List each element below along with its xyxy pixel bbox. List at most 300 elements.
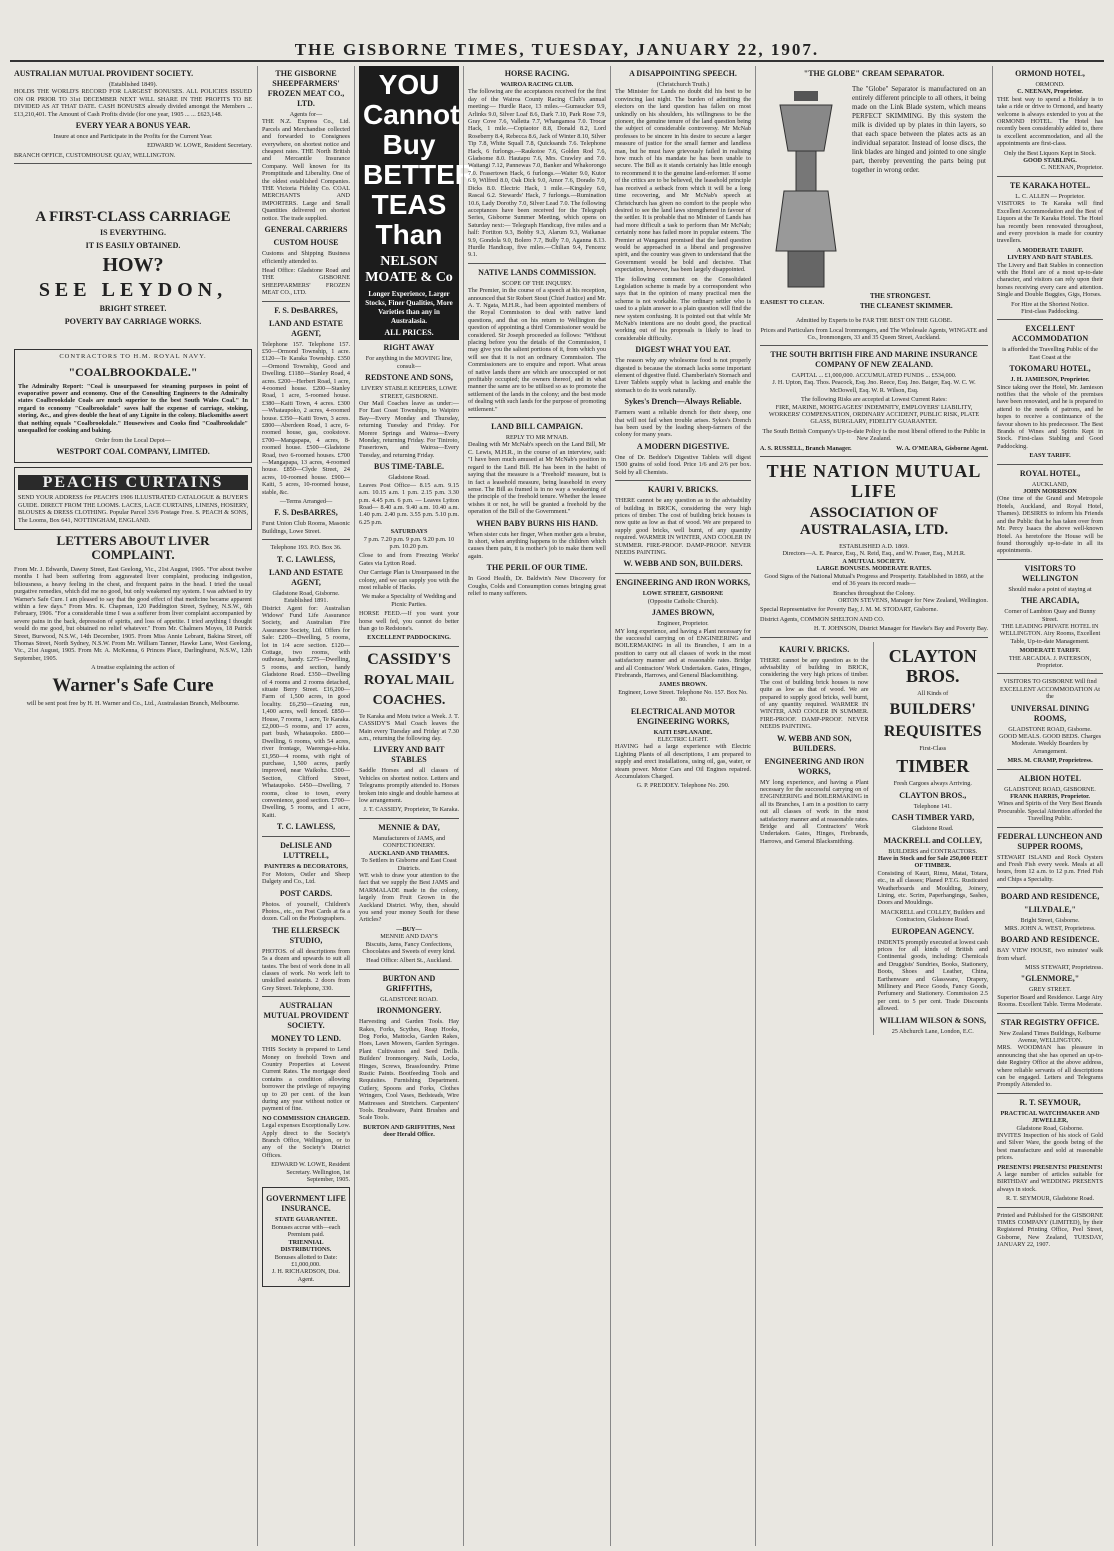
divider xyxy=(997,673,1103,674)
masthead-rule xyxy=(10,60,1104,62)
horse-racing-title: HORSE RACING. xyxy=(504,69,570,78)
royal-sub: AUCKLAND, xyxy=(1031,480,1069,488)
sykes-title: Sykes's Drench—Always Reliable. xyxy=(624,397,742,407)
gli-state: STATE GUARANTEE. xyxy=(274,1216,337,1224)
burton-iron: IRONMONGERY. xyxy=(376,1006,442,1016)
column-separator xyxy=(755,66,756,1546)
ormond-stabling: GOOD STABLING. xyxy=(1023,157,1077,165)
gli-bonuses: Bonuses allotted to Date: £1,000,000. xyxy=(274,1253,338,1268)
column-separator xyxy=(463,66,464,1546)
column-4 xyxy=(468,66,606,1546)
native-body: The Premier, in the course of a speech at his reception, announced that Sir Robert Stout (Chief Justice) and Mr. A. T. Ngata, M.H.R., had been appointed members of the Royal Commission to deal with native land questions, and that on his return to Wellington the question of appointing a third Commissioner would be considered. Sir Joseph proceeded as follows: "Without placing before you the details of the Commission, I may give you the salient portions of it, from which you will see that it is not an ordinary Commission. The Commissioners are to enquire and report. What areas of native lands there are which are unoccupied or not profitably occupied; the owners thereof, and in what manner the same are to be utilised so as to promote the settlement of the lands in the colony; and the best mode of dealing with such lands for the purpose of promoting settlement." xyxy=(468,287,606,413)
globe-title: "THE GLOBE" CREAM SEPARATOR. xyxy=(803,69,945,78)
desbarres-title: LAND AND ESTATE AGENT, xyxy=(269,318,343,338)
digest-title: DIGEST WHAT YOU EAT. xyxy=(635,345,731,355)
digest-body: The reason why any wholesome food is not properly digested is because the stomach lacks some important element of digestive fluid. Chamberlain's Stomach and Liver Tablets supply what is lacking and enable the stomach to do its work naturally. xyxy=(615,357,751,394)
electrical-light: ELECTRIC LIGHT. xyxy=(657,736,709,744)
te-karaka-livery: LIVERY AND BAIT STABLES. xyxy=(1007,254,1093,262)
lilydale-title: "LILYDALE," xyxy=(1024,905,1076,915)
webb-sign: W. WEBB AND SON, BUILDERS. xyxy=(777,733,852,753)
column-1 xyxy=(14,66,252,1546)
peaches-body: SEND YOUR ADDRESS for PEACH'S 1906 ILLUSTRATED CATALOGUE & BUYER'S GUIDE. DIRECT FROM THE LOOMS. LACES, LACE CURTAINS, LINENS, HOSIERY, BLOUSES & DRESS CLOTHING. Popular Parcel 33/6 Postage Free. S. PEACH & SONS, The Looms, Box 641, NOTTINGHAM, ENGLAND. xyxy=(18,494,248,524)
arcadia-addr: Corner of Lambton Quay and Bunny Street. xyxy=(1004,608,1096,623)
ellerseck-body: PHOTOS. of all descriptions from 5s a dozen and upwards to suit all tastes. The best of work done in all classes of work. No work left to unskilled assistants. 2 doors from Grey Street. Telephone, 330. xyxy=(262,947,350,992)
tokomaru-prop: J. H. JAMIESON, Proprietor. xyxy=(1010,376,1090,384)
bus-title: BUS TIME-TABLE. xyxy=(374,462,444,472)
mackrell-sign: MACKRELL and COLLEY, Builders and Contractors, Gladstone Road. xyxy=(880,908,985,924)
clayton-tel: Telephone 141. xyxy=(913,802,952,810)
mennie-title: MENNIE & DAY, xyxy=(378,822,440,832)
nation-established: ESTABLISHED A.D. 1869. xyxy=(839,543,909,551)
amp-every-year: EVERY YEAR A BONUS YEAR. xyxy=(75,121,191,131)
disappointing-title: A DISAPPOINTING SPEECH. xyxy=(629,69,737,78)
nation-title-1: THE NATION MUTUAL LIFE xyxy=(766,461,982,502)
column-separator xyxy=(257,66,258,1546)
peaches-title: PEACHS CURTAINS xyxy=(18,475,248,490)
column-7 xyxy=(997,66,1103,1546)
nation-bonuses: LARGE BONUSES. MODERATE RATES. xyxy=(816,565,932,573)
engineering-tel: Engineer, Lowe Street. Telephone No. 157. Box No. 80. xyxy=(618,688,748,704)
teas-cannot: Cannot xyxy=(363,99,460,130)
engineering-sub: LOWE STREET, GISBORNE xyxy=(642,590,724,598)
bus-note: Close to and from Freezing Works' Gates via Lytton Road. xyxy=(359,552,459,567)
divider xyxy=(997,464,1103,465)
land-bill-title: LAND BILL CAMPAIGN. xyxy=(491,422,583,432)
ormond-liquors: Only the Best Liquors Kept in Stock. xyxy=(1004,149,1096,157)
tokomaru-intro: is afforded the Travelling Public of the East Coast at the xyxy=(1002,346,1098,361)
bus-wedding: We make a Speciality of Wedding and Picnic Parties. xyxy=(361,593,457,608)
liver-body: From Mr. J. Edwards, Dawny Street, East Geelong, Vic., 21st August, 1905. "For about twelve months I had been suffering from aggravated liver complaint, producing indigestion, biliousness, a heavy feeling in the chest, and frequent pains in the head. I tried the usual purgative remedies, which did me no good, but only weakened my system. I was advised to try Warner's Safe Cure. I am pleased to say that the good effect of that medicine became apparent within a few days." From Mrs. K. Chapman, 120 Paddington Street, Sydney, N.S.W., 6th February, 1906. "For a considerable time I was a sufferer from liver complaint accompanied by severe pains in the back, depression of spirits, and loss of appetite. I tried anything I thought would do me good, but obtained no relief whatever." From Mr. Chalmers Moyes, 18 Patrick Street, Burwood, N.S.W., 14th December, 1905. From Miss Annie Lebrant, Bakina Street, off Thomas Street, North Sydney, N.S.W. From Mr. William Tanner, Hawke Lane, West Geelong, Vic., 21st August, 1905. From Mr. A. McKenna, 6 Princes Place, Darlinghurst, N.S.W., 12th September, 1905. xyxy=(14,565,252,662)
amp2-money: MONEY TO LEND. xyxy=(271,1034,341,1044)
glenmore-body: Superior Board and Residence. Large Airy Rooms. Excellent Table. Terms Moderate. xyxy=(997,993,1103,1009)
bus-sub: Gladstone Road. xyxy=(388,474,430,482)
divider xyxy=(997,769,1103,770)
federal-body: STEWART ISLAND and Rock Oysters and Fresh Fish every week. Meals at all hours, from 12 a.m. to 12 p.m. Fried Fish and Chips a Speciality. xyxy=(997,853,1103,883)
coal-company: WESTPORT COAL COMPANY, LIMITED. xyxy=(56,446,210,456)
ellerseck-title: THE ELLERSECK STUDIO, xyxy=(272,925,340,945)
column-separator xyxy=(610,66,611,1546)
liver-title: LETTERS ABOUT LIVER COMPLAINT. xyxy=(56,532,210,562)
nation-johnson: H. T. JOHNSON, District Manager for Hawke's Bay and Poverty Bay. xyxy=(813,625,988,633)
carriage-easily: IT IS EASILY OBTAINED. xyxy=(85,241,181,251)
electrical-title: ELECTRICAL AND MOTOR ENGINEERING WORKS, xyxy=(630,706,736,726)
bay-view-sign: MISS STEWART, Proprietress. xyxy=(1025,963,1103,971)
gsm-title: THE GISBORNE SHEEPFARMERS' FROZEN MEAT CO., LTD. xyxy=(267,69,345,108)
divider xyxy=(262,996,350,997)
cassidy-1: CASSIDY'S xyxy=(367,650,451,668)
star-body: New Zealand Times Buildings, Kelburne Avenue, WELLINGTON. xyxy=(999,1029,1101,1044)
mennie-buy2: MENNIE AND DAY'S xyxy=(380,933,438,941)
south-british-risks: The following Risks are accepted at Lowest Current Rates: xyxy=(800,396,948,404)
nation-special: Special Representative for Poverty Bay, J. M. M. STODART, Gisborne. xyxy=(760,606,938,614)
teas-prices: ALL PRICES. xyxy=(384,328,434,337)
nation-directors: Directors—A. E. Pearce, Esq., N. Reid, Esq., and W. Fraser, Esq., M.H.R. xyxy=(782,550,966,558)
wairoa-title: WAIROA RACING CLUB. xyxy=(500,81,574,88)
kauri-sign: W. WEBB AND SON, BUILDERS. xyxy=(623,559,743,569)
seymour-sub: PRACTICAL WATCHMAKER AND JEWELLER, xyxy=(1000,1109,1100,1125)
right-away-title: RIGHT AWAY xyxy=(383,343,435,353)
printed-by: Printed and Published for the GISBORNE TIMES COMPANY (LIMITED), by their Registered Printing Office, Peel Street, Gisborne, New Zealand, TUESDAY, JANUARY 22, 1907. xyxy=(997,1211,1103,1249)
coal-order: Order from the Local Depot— xyxy=(95,436,171,444)
amp2-apply: Legal expenses Exceptionally Low. Apply direct to the Society's Branch Office, Wellington, or to any of the Society's District Offices. xyxy=(262,1122,350,1159)
kauri-bricks-heading: KAURI V. BRICKS. xyxy=(779,644,850,654)
carriage-how: HOW? xyxy=(102,254,164,277)
gli-triennial: TRIENNIAL DISTRIBUTIONS. xyxy=(280,1238,332,1254)
divider xyxy=(359,818,459,819)
visitors-body: Should make a point of staying at xyxy=(1008,585,1092,593)
european-title: EUROPEAN AGENCY. xyxy=(891,926,974,936)
lawless-addr: Gladstone Road, Gisborne. xyxy=(272,589,340,597)
amp-branch: BRANCH OFFICE, CUSTOMHOUSE QUAY, WELLINGTON. xyxy=(14,151,176,159)
board2-title: BOARD AND RESIDENCE. xyxy=(1000,935,1100,945)
masthead xyxy=(0,0,1114,60)
tokomaru-title: TOKOMARU HOTEL, xyxy=(1009,364,1091,374)
land-bill-body: Dealing with Mr McNab's speech on the Land Bill, Mr C. Lewis, M.H.R., in the course of an interview, said: "I have been much amused at Mr McNab's position in regard to the Land Bill. He has been in the habit of saying that the measure is a 'Freehold' measure, but is in fact a leasehold measure, being leasehold in every sense. The Bill as framed is in no way a weakening of the principle of the freehold tenure. Whether the lessee wishes it or not, he will be granted a freehold by the operation of the Bill of the Government." xyxy=(468,441,606,516)
seymour-title: R. T. SEYMOUR, xyxy=(1019,1097,1081,1107)
clayton-timber: TIMBER xyxy=(896,756,970,777)
burton-body: Harvesting and Garden Tools. Hay Rakes, Forks, Scythes, Reap Hooks, Dog Forks, Mattocks, Garden Rakes, Hoes, Lawn Mowers, Garden Syringes. Plant Cultivators and Seed Drills. Builders' Ironmongery. Nails, Locks, Hinges, Screws, Brassfoundry. Prime Rustic Paints. Bootfeeding Tools and Requisites. Furnishing Department. Cutlery, Spoons and Forks, Clothes Wringers, Cool Vases, Bedsteads, Wire Mattresses and Stretchers. Carpenters' Tools. Brushware, Paint Brushes and Scale Tools. xyxy=(359,1018,459,1122)
seymour-body: INVITES Inspection of his stock of Gold and Silver Ware, the goods being of the best manufacture and sold at reasonable prices. xyxy=(997,1132,1103,1162)
clayton-fresh: Fresh Cargoes always Arriving. xyxy=(893,780,972,788)
horse-feed: HORSE FEED.—If you want your horse well fed, you cannot do better than go to Redstone's. xyxy=(359,610,459,632)
col6-eng-title: ENGINEERING AND IRON WORKS, xyxy=(764,756,865,776)
nation-mutual: A MUTUAL SOCIETY. xyxy=(842,557,906,565)
amp-agent: EDWARD W. LOWE, Resident Secretary. xyxy=(147,142,252,150)
amp2-body: THIS Society is prepared to Lend Money on freehold Town and Country Properties at Lowest Current Rates. The mortgage deed contains a condition allowing borrower the privilege of repaying up to 20 per cent. of the loan during any year without notice or payment of fine. xyxy=(262,1046,350,1113)
seymour-body2: A large number of articles suitable for BIRTHDAY and WEDDING PRESENTS always in stock. xyxy=(997,1171,1103,1193)
burton-title: BURTON AND GRIFFITHS, xyxy=(382,973,436,993)
desbarres-body: Telephone 157. Telephone 157. £50—Ormond Township, 1 acre. £120—Te Karaka Township. £350—Ormond Township, Good and Dwelling. £1180—Stanley Road, 4 acres. £200—Herbert Road, 1 acre, 4-roomed house. £200—Stanley Road, 1 acre, 5-roomed house. £380—Kaiti Town, 4 acres. £300—Whataupoko, 2 acres, 4-roomed house. £350—Kaiti Town, 3 acres. £800—Aberdeen Road, 1 acre, 6-roomed house, gas, cookstove. £700—Mangapapa, 4 acres, 8-roomed house. £500—Gladstone Road, two 6-roomed houses. £700—Mangapapa, 13 acres, 4-roomed house. £850—Clyde Street, 24 acres, 10-roomed house. £900—Kaiti, 5 acres, 10-roomed house, stable, &c. xyxy=(262,340,350,496)
native-sub: SCOPE OF THE INQUIRY. xyxy=(501,279,573,287)
coal-advert xyxy=(14,349,252,463)
gli-title: GOVERNMENT LIFE INSURANCE. xyxy=(266,1194,346,1214)
engineering-role: Engineer, Proprietor. xyxy=(657,620,709,628)
gsm-carriers: GENERAL CARRIERS xyxy=(264,225,348,235)
arcadia-tariff: MODERATE TARIFF. xyxy=(1019,647,1081,655)
coal-name: "COALBROOKDALE." xyxy=(68,364,198,379)
gsm-office: Head Office: Gladstone Road and THE GISBORNE SHEEPFARMERS' FROZEN MEAT CO., LTD. xyxy=(262,266,350,297)
visitors-wellington: VISITORS TO WELLINGTON xyxy=(1021,563,1079,583)
universal-sign: MRS. M. CRAMP, Proprietress. xyxy=(1007,757,1093,765)
burton-sign: BURTON AND GRIFFITHS, Next door Herald Office. xyxy=(363,1123,455,1139)
clayton-requisites: REQUISITES xyxy=(883,722,982,740)
royal-title: ROYAL HOTEL, xyxy=(1019,468,1081,478)
desbarres-addr: Furst Union Club Rooms, Masonic Buildings, Lowe Street. xyxy=(262,520,350,535)
south-british-sign-2: W. A. O'MEARA, Gisborne Agent. xyxy=(896,444,988,452)
peril-title: THE PERIL OF OUR TIME. xyxy=(486,563,588,573)
right-away-body: For anything in the MOVING line, consult— xyxy=(365,355,453,370)
gsm-body: THE N.Z. Express Co., Ltd. Parcels and Merchandise collected and forwarded to Consignees everywhere, on shortest notice and cheapest rates. THE North British and Mercantile Insurance Company. Well known for its Promptitude and Liberality. One of the oldest established Companies. THE Victoria Fidelity Co. COAL MERCHANTS AND IMPORTERS. Large and Small Quantities delivered on shortest notice. The trade supplied. xyxy=(262,118,350,222)
warner-footer: will be sent post free by H. H. Warner and Co., Ltd., Australasian Branch, Melbourne. xyxy=(26,699,240,707)
amp-insure: Insure at once and Participate in the Profits for the Current Year. xyxy=(53,133,213,141)
cassidy-sign: J. T. CASSIDY, Proprietor, Te Karaka. xyxy=(363,806,459,814)
electrical-sign: G. P. PREDDEY. Telephone No. 290. xyxy=(636,782,730,790)
engineering-name: JAMES BROWN, xyxy=(651,608,715,618)
carriage-leydon: SEE LEYDON, xyxy=(38,279,228,302)
gsm-agents: Agents for— xyxy=(289,111,323,118)
amp2-commission: NO COMMISSION CHARGED. xyxy=(262,1114,350,1122)
globe-prices: Prices and Particulars from Local Ironmongers, and The Wholesale Agents, WINGATE and Co., Ironmongers, 33 and 35 Queen Street, Auckland. xyxy=(760,327,988,342)
south-british-directors: J. H. Upton, Esq. Thos. Peacock, Esq. Jno. Reece, Esq. Jno. Batger, Esq. W. C. W. McDowell, Esq. W. R. Wilson, Esq. xyxy=(772,379,976,394)
ormond-body: THE best way to spend a Holiday is to take a ride or drive to Ormond, and hearty welcome is always extended to you at the ORMOND HOTEL. The Hotel has recently been considerably added to, there is excellent accommodation, and all the appointments are first-class. xyxy=(997,95,1103,148)
lawless-est: Established 1891. xyxy=(284,597,328,605)
divider xyxy=(359,646,459,647)
baby-title: WHEN BABY BURNS HIS HAND. xyxy=(476,518,598,528)
mackrell-title: MACKRELL and COLLEY, xyxy=(883,835,983,845)
european-sign: WILLIAM WILSON & SONS, xyxy=(879,1015,987,1025)
south-british-note: The South British Company's Up-to-date Policy is the most liberal offered to the Public in New Zealand. xyxy=(762,427,986,443)
amp2-title: AUSTRALIAN MUTUAL PROVIDENT SOCIETY. xyxy=(263,1001,349,1031)
divider xyxy=(468,263,606,264)
mennie-body: WE wish to draw your attention to the fact that we supply the Best JAMS and MARMALADE made in the colony, largely from Fruit Grown in the Auckland District. Why, then, should you send your money South for these Articles? xyxy=(359,871,459,924)
divider xyxy=(262,301,350,302)
divider xyxy=(760,345,988,346)
divider xyxy=(760,456,988,457)
gsm-customs: CUSTOM HOUSE xyxy=(273,238,339,248)
horse-racing-body: The following are the acceptances received for the first day of the Wairoa County Racing Club's annual meeting:— Hurdle Race, 13 miles.—Gumsucker 9.9, Arlinks 9.0, Silver Loaf 8.6, Dark 7.10, Park Rose 7.9, Gray Cove 7.6, Valletta 7.7, Whangamoa 7.0. Trocar Hack, 1 mile.—Copiaotor 8.8, Donald 8.2, Lord Roseberry 8.4, Rebecca 8.6, Jack of Winter 8.10, Silver Tip 7.8, White Squall 7.8, Quicksands 7.6. Telephone Hack, 6 furlongs.—Raukotoe 7.6, Golden Rod 7.6, Gladsome 8.0. Hautapu 7.6, Mrs. Crawley and 7.0. Waitangi 7.12, Pannewas 7.0, Banker and Whakorongo 7.0. Frasertown Hack, 6 furlongs.—Waiter 9.0, Kutor 6.9, Wilfred 8.0, Oak Dick 9.0, Amor 7.6, Dorado 7.0, Dicks 8.0. Electric Hack, 1 mile.—Kingsley 6.0, Rascal 6.2. Stewards' Hack, 7 furlongs.—Rumination 10.6, Lady Dorothy 7.0, Silver Lead 7.0. The following acceptances have been received for the Telegraph Series, Gisborne Summer Meeting, which opens on Saturday next:— Telegraph Handicap, five miles and a half: Fortiton 9.3, Bobby 9.3, Alarum 9.3, Waikanae 9.9, Gondola 9.0, Bolero 7.7, Bully 7.0, Aganna 8.13. Hurdle Handicap, five miles.—Chilian 9.4, Fencenz 9.1. xyxy=(468,88,606,259)
desbarres-terms: —Terms Arranged— xyxy=(279,498,333,506)
redstone-sub: LIVERY STABLE KEEPERS, LOWE STREET, GISBORNE. xyxy=(361,385,457,400)
albion-addr: GLADSTONE ROAD, GISBORNE. xyxy=(1004,785,1096,793)
glenmore-addr: GREY STREET. xyxy=(1029,986,1071,994)
ormond-prop: C. NEENAN, Proprietor. xyxy=(1017,88,1083,96)
te-karaka-prop: L. C. ALLEN — Proprietor. xyxy=(1015,192,1085,200)
south-british-title: THE SOUTH BRITISH FIRE AND MARINE INSURANCE COMPANY OF NEW ZEALAND. xyxy=(770,350,978,369)
divider xyxy=(997,1207,1103,1208)
te-karaka-paddock: First-class Paddocking. xyxy=(1021,307,1079,315)
teas-brand: NELSON MOATE & Co xyxy=(365,254,453,285)
arcadia-sign: THE ARCADIA. J. PATERSON, Proprietor. xyxy=(1008,654,1092,669)
clayton-first: First-Class xyxy=(919,744,947,752)
teas-buy: Buy xyxy=(382,129,436,160)
amp-established: (Established 1849). xyxy=(108,81,158,88)
teas-advert xyxy=(359,66,475,340)
clayton-sign: CLAYTON BROS., xyxy=(899,790,967,800)
warner-brand: Warner's Safe Cure xyxy=(52,674,214,696)
albion-prop: FRANK HARRIS, Proprietor. xyxy=(1010,793,1090,801)
column-separator xyxy=(992,66,993,1546)
kauri-title: KAURI V. BRICKS. xyxy=(648,485,718,495)
south-british-capital: CAPITAL ... £1,000,000. ACCUMULATED FUNDS ... £534,000. xyxy=(791,372,957,379)
tokomaru-tariff: EASY TARIFF. xyxy=(1029,452,1071,460)
divider xyxy=(760,637,988,638)
column-3 xyxy=(359,66,475,1546)
arcadia-body: THE LEADING PRIVATE HOTEL IN WELLINGTON. Airy Rooms, Excellent Table, Up-to-date Management. xyxy=(999,622,1101,645)
coal-body: The Admiralty Report: "Coal is unsurpassed for steaming purposes in point of evaporative power and economy. One of the Consulting Engineers to the Admiralty states Coalbrookdale Coals are much superior to the best South Wales Coal." In regard to economy "Coalbrookdale" saves half the expense of carriage, stoking, storing, &c., and gives double the heat of any Lignite in the colony. Blacksmiths assert that nothing equals "Coalbrookdale." Housewives and Cooks find "Coalbrookdale" unequalled for cooking and baking. xyxy=(18,382,248,435)
carriage-works: POVERTY BAY CARRIAGE WORKS. xyxy=(64,317,202,327)
teas-better: BETTER xyxy=(363,159,475,190)
bay-view: BAY VIEW HOUSE, two minutes' walk from wharf. xyxy=(997,947,1103,962)
horse-feed-paddock: EXCELLENT PADDOCKING. xyxy=(367,634,451,642)
amp-body: HOLDS THE WORLD'S RECORD FOR LARGEST BONUSES. ALL POLICIES ISSUED ON OR PRIOR TO 31st DECEMBER NEXT WILL SHARE IN THE PROFITS TO BE DIVIDED AS AT THAT DATE. CASH BONUSES already divided amongst the Members ... £13,210,401. The Amount of Cash Profits divide (for one year, 1905 ... ... £623,148. xyxy=(14,88,252,118)
tokomaru-excellent: EXCELLENT ACCOMMODATION xyxy=(1011,324,1089,344)
col6-kauri-body: THERE cannot be any question as to the advisability of building in BRICK, considering the very high prices of timber. The cost of building brick houses is now quite as low as that of wood. We are prepared to supply good bricks, well burnt, of any quantity required. WARMER IN WINTER, AND COOLER IN SUMMER. FIRE-PROOF. DAMP-PROOF. NEVER NEEDS PAINTING. xyxy=(760,656,869,731)
divider xyxy=(14,163,252,164)
modern-digestive-title: A MODERN DIGESTIVE. xyxy=(636,441,730,451)
cassidy-body: Te Karaka and Motu twice a Week. J. T. CASSIDY'S Mail Coach leaves the Main every Tuesday and Friday at 7.30 a.m., returning the following day. xyxy=(359,712,459,743)
ormond-sign: C. NEENAN, Proprietor. xyxy=(1040,164,1103,172)
redstone-title: REDSTONE AND SONS, xyxy=(365,373,453,383)
engineering-title: ENGINEERING AND IRON WORKS, xyxy=(615,578,751,588)
divider xyxy=(997,827,1103,828)
glenmore-title: "GLENMORE," xyxy=(1020,974,1080,984)
redstone-body: Our Mail Coaches leave as under:— For East Coast Townships, to Waipiro Bay—Every Monday and Thursday, returning Tuesday and Friday. For Morere Springs and Wairoa—Every Monday, returning Friday. For Tiniroto, Frasertown, and Wairoa—Every Tuesday, and returning Friday. xyxy=(359,400,459,459)
te-karaka-tariff: A MODERATE TARIFF. xyxy=(1016,246,1084,254)
seymour-sign: R. T. SEYMOUR, Gladstone Road. xyxy=(1005,1195,1095,1203)
kauri-body: THERE cannot be any question as to the advisability of building in BRICK, considering the very high prices of timber. The cost of building brick houses is now quite as low as that of wood. We are prepared to supply good bricks, well burnt, of any quantity required. WARMER IN WINTER, AND COOLER IN SUMMER. FIRE-PROOF. DAMP-PROOF. NEVER NEEDS PAINTING. xyxy=(615,497,751,556)
divider xyxy=(359,969,459,970)
globe-admit: Admitted by Experts to be FAR THE BEST ON THE GLOBE. xyxy=(795,317,953,324)
ormond-title: ORMOND HOTEL, xyxy=(1015,69,1085,78)
mennie-to: To Settlers in Gisborne and East Coast Districts. xyxy=(361,857,457,872)
universal-title: UNIVERSAL DINING ROOMS, xyxy=(1010,703,1090,723)
divider xyxy=(997,1013,1103,1014)
mennie-buy: —BUY— xyxy=(396,925,422,933)
nation-sign: ORTON STEVENS, Manager for New Zealand, Wellington. xyxy=(838,596,988,604)
engineering-sign: JAMES BROWN. xyxy=(658,681,708,689)
european-addr: 25 Abchurch Lane, London, E.C. xyxy=(891,1027,974,1035)
baby-body: When sister cuts her finger, When mother gets a bruise, In short, when anything happens to the children which causes them pain, it is mother's job to make them well again. xyxy=(468,530,606,560)
column-separator xyxy=(354,66,355,1546)
column-5 xyxy=(615,66,751,1546)
tokomaru-body: Since taking over the Hotel, Mr. Jamieson notifies that the whole of the premises have been renovated, and he is prepared to attend to the needs of patrons, and he hopes to receive a continuance of the favour shown to his predecessor. The Best Brands of Wines and Spirits Kept in Stock. First-class Stabling and Good Paddocking. xyxy=(997,383,1103,450)
burton-sub: GLADSTONE ROAD. xyxy=(380,995,438,1003)
delisle-body: For Motors, Ostler and Sheep Dalgety and Co., Ltd. xyxy=(262,870,350,886)
postcards-title: POST CARDS. xyxy=(279,888,333,898)
divider xyxy=(997,176,1103,177)
te-karaka-title: TE KARAKA HOTEL. xyxy=(1009,180,1091,190)
clayton-title: CLAYTON BROS. xyxy=(888,645,977,686)
teas-body: Longer Experience, Larger Stocks, Finer Qualities, More Varieties than any in Australasia. xyxy=(365,290,453,325)
engineering-addr: (Opposite Catholic Church). xyxy=(647,597,719,605)
delisle-title: DeLISLE AND LUTTRELL, xyxy=(280,841,332,861)
lawless-body: District Agent for: Australian Widows' Fund Life Assurance Society, and Australian Fire Assurance Society, Ltd. Offers for Sale: £200—Dwelling, 5 rooms, lot in 1/4 acre section. £120—Cottage, two rooms, with outhouse, handy. £275—Dwelling, 5 rooms, and section, handy Gladstone Road. £350—Dwelling of 4 rooms and 2 rooms detached, situate Berry Street. £16,200—Farm of 1,500 acres, in good locality. £6,250—Grazing run, 1,400 acres, well fenced. £850—House, 7 rooms, 1 acre, Te Karaka. £2,000—5 rooms, and 17 acres, part bush, Whataupoko. £800—Dwelling, 6 rooms, with 54 acres, river frontage, Waerenga-a-hika. £1,950—4 rooms, with right of purchase, 1,500 acres, partly improved, near Waikohu. £300—Section, Clifford Street, Whataupoko. £450—Dwelling, 7 rooms, close to town, every convenience, good section. £700—Dwelling, 5 rooms, and 1 acre, Kaiti. xyxy=(262,604,350,819)
bus-sat-times: 7 p.m. 7.20 p.m. 9 p.m. 9.20 p.m. 10 p.m. 10.20 p.m. xyxy=(363,535,455,550)
universal-body: GOOD MEALS. GOOD BEDS. Charges Moderate. Weekly Boarders by Arrangement. xyxy=(999,733,1101,755)
gli-advert xyxy=(262,1187,350,1287)
globe-strong: THE STRONGEST. xyxy=(870,292,931,300)
nation-title-2: ASSOCIATION OF AUSTRALASIA, LTD. xyxy=(799,505,949,539)
cream-separator-image xyxy=(766,91,846,291)
mennie-sub: Manufacturers of JAMS, and CONFECTIONERY. xyxy=(372,834,446,850)
column-6 xyxy=(760,66,988,1546)
desbarres-sign: F. S. DesBARRES, xyxy=(274,508,338,518)
cash-timber-title: CASH TIMBER YARD, xyxy=(891,813,975,823)
seymour-presents: PRESENTS! PRESENTS! PRESENTS! xyxy=(997,1163,1103,1171)
mennie-office: Head Office: Albert St., Auckland. xyxy=(366,957,452,965)
mennie-list: Biscuits, Jams, Fancy Confections, Chocolates and Sweets of every kind. xyxy=(362,940,456,955)
gisborne-visitors: VISITORS TO GISBORNE Will find EXCELLENT ACCOMMODATION At the xyxy=(1000,678,1100,701)
consolidation-body: The following comment on the Consolidated Legislation scheme is made by a correspondent who says that in the opinion of many practical men the scheme is not workable. The ordinary settler who is used to a plain answer to a plain question will find the new system confusing. It is pointed out that while Mr McNab's intentions are no doubt good, the practical working out of his proposals is likely to lead to considerable difficulty. xyxy=(615,275,751,342)
clayton-kinds: All Kinds of xyxy=(917,689,949,697)
star-title: STAR REGISTRY OFFICE. xyxy=(1000,1017,1100,1027)
mackrell-body: Consisting of Kauri, Rimu, Matai, Totara, etc., in all classes; Planed P.T.G. Rusticated Weatherboards and Moulding, Joinery, Lining, etc. Scrim, Paperhangings, Sashes, Doors and Mouldings. xyxy=(877,869,988,907)
globe-clean: THE CLEANEST SKIMMER. xyxy=(860,302,953,310)
mackrell-sub: BUILDERS and CONTRACTORS. xyxy=(888,847,978,855)
royal-body: (One time of the Grand and Metropole Hotels, Auckland, and Royal Hotel, Thames). DESIRES to inform his Friends and the Public that he has taken over from Mr. Percy Isaacs the above well-known Hotel. As heretofore the House will be found thoroughly up-to-date in all its appointments. xyxy=(997,495,1103,555)
divider xyxy=(997,1093,1103,1094)
gli-bonus: Bonuses accrue with—each Premium paid. xyxy=(271,1223,341,1239)
european-body: INDENTS promptly executed at lowest cash prices for all kinds of British and Continental goods, including: Chemicals and Druggists' Sundries, Books, Stationery, Boots, Shoes and Leather, China, Earthenware and Glassware, Drapery, Millinery and Piece Goods, Fancy Goods, Perfumery and Stationery. Commission 2.5 per cent. to 5 per cent. Trade Discounts allowed. xyxy=(877,938,989,1013)
globe-body: The "Globe" Separator is manufactured on an entirely different principle to all others, it being made on the Link Blade system, which means PERFECT SKIMMING. By this system the milk is divided up by plates in thin layers, so that each space between the plates acts as an individual separator. Instead of loose discs, the link blades are hinged and jointed to one single part, thereby preventing the parts being put together in wrong order. xyxy=(852,85,986,174)
cassidy-body2: Saddle Horses and all classes of Vehicles on shortest notice. Letters and Telegrams promptly attended to. Horses broken into single and double harness at low arrangement. xyxy=(359,767,459,805)
lawless-name: T. C. LAWLESS, xyxy=(276,554,336,564)
electrical-addr: KAITI ESPLANADE. xyxy=(653,728,713,736)
amp-title: AUSTRALIAN MUTUAL PROVIDENT SOCIETY. xyxy=(14,69,194,78)
albion-body: Wines and Spirits of the Very Best Brands Procurable. Special Attention afforded the Travelling Public. xyxy=(997,800,1103,823)
divider xyxy=(997,319,1103,320)
sykes-body: Farmers want a reliable drench for their sheep, one that will not fail when trouble arises. Sykes's Drench has been used by the leading sheep-farmers of the colony for many years. xyxy=(615,409,751,439)
globe-advert xyxy=(760,81,988,341)
land-bill-sub: REPLY TO MR M'NAB. xyxy=(505,434,569,442)
native-title: NATIVE LANDS COMMISSION. xyxy=(478,267,596,277)
arcadia-title: THE ARCADIA, xyxy=(1020,596,1080,606)
globe-easy: EASIEST TO CLEAN. xyxy=(760,299,825,306)
seymour-addr: Gladstone Road, Gisborne. xyxy=(1016,1124,1084,1132)
star-body2: MRS. WOODMAN has pleasure in announcing that she has opened an up-to-date Registry Office at the above address, where reliable servants of all descriptions can be engaged. Letters and Telegrams Promptly Attended to. xyxy=(997,1044,1103,1089)
divider xyxy=(997,559,1103,560)
clayton-builders: BUILDERS' xyxy=(889,700,976,718)
te-karaka-body: VISITORS to Te Karaka will find Excellent Accommodation and the Best of Liquors at the Te Karaka Hotel. The Hotel has recently been renovated throughout, and every provision is made for country travellers. xyxy=(997,200,1103,245)
bus-times: Leaves Post Office— 8.15 a.m. 9.15 a.m. 10.15 a.m. 1 p.m. 2.15 p.m. 3.30 p.m. 4.45 p.m. 6 p.m. — Leaves Lytton Road— 8.40 a.m. 9.40 a.m. 10.40 a.m. 1.40 p.m. 2.40 p.m. 3.55 p.m. 5.10 p.m. 6.25 p.m. xyxy=(359,481,459,526)
lawless-title: LAND AND ESTATE AGENT, xyxy=(269,567,343,587)
liver-treatise: A treatise explaining the action of xyxy=(91,664,175,672)
amp2-sign: EDWARD W. LOWE, Resident Secretary. Wellington, 1st September, 1905. xyxy=(271,1161,350,1184)
masthead-title: THE GISBORNE TIMES, TUESDAY, JANUARY 22, 1907. xyxy=(294,40,820,59)
peaches-advert xyxy=(14,467,252,530)
gli-agent: J. H. RICHARDSON, Dist. Agent. xyxy=(271,1268,341,1283)
lawless-tel: Telephone 193. P.O. Box 36. xyxy=(270,544,342,552)
divider xyxy=(997,887,1103,888)
te-karaka-hire: For Hire at the Shortest Notice. xyxy=(1011,300,1089,308)
peril-body: In Good Health, Dr. Baldwin's New Discovery for Coughs, Colds and Consumption comes bringing great relief to many sufferers. xyxy=(468,575,606,597)
bus-saturdays: SATURDAYS xyxy=(390,528,428,536)
carriage-street: BRIGHT STREET. xyxy=(99,304,167,314)
desbarres-name: F. S. DesBARRES, xyxy=(274,305,338,315)
divider xyxy=(615,480,751,481)
divider xyxy=(468,417,606,418)
carriage-headline: A FIRST-CLASS CARRIAGE xyxy=(35,209,231,226)
nation-district: District Agents, COMMON SHELTON AND CO. xyxy=(760,615,885,623)
universal-addr: GLADSTONE ROAD, Gisborne. xyxy=(1008,725,1092,733)
lilydale-prop: MRS. JOHN A. WEST, Proprietress. xyxy=(1004,924,1096,932)
royal-prop: JOHN MORRISON xyxy=(1023,488,1077,496)
carriage-everything: IS EVERYTHING. xyxy=(100,228,166,238)
bus-buggies: Our Carriage Plan is Unsurpassed in the colony, and we can supply you with the most reliable of Hacks. xyxy=(359,569,459,591)
mackrell-have: Have in Stock and for Sale 250,000 FEET OF TIMBER. xyxy=(877,854,988,870)
disappointing-sub: (Christchurch Truth.) xyxy=(656,81,710,88)
albion-title: ALBION HOTEL xyxy=(1018,773,1081,783)
divider xyxy=(262,836,350,837)
cassidy-3: COACHES. xyxy=(372,692,446,708)
nation-branches: Branches throughout the Colony. xyxy=(833,589,915,597)
delisle-sub: PAINTERS & DECORATORS, xyxy=(264,863,348,871)
cassidy-livery: LIVERY AND BAIT STABLES xyxy=(373,745,445,765)
gsm-customs-body: Customs and Shipping Business efficiently attended to. xyxy=(262,250,350,265)
cash-timber-sub: Gladstone Road. xyxy=(912,825,954,833)
column-2 xyxy=(262,66,350,1546)
col6-eng-body: MY long experience, and having a Plant necessary for the successful carrying on of ENGINEERING and BOILERMAKING in all its Branches, I am in a position to carry out all classes of work in the most satisfactory manner and at reasonable rates. Bridge and all Contractors' Work Undertaken. Gates, Hinges, Firebrands, Harrows, and General Blacksmithing. xyxy=(760,778,869,845)
mennie-place: AUCKLAND AND THAMES. xyxy=(368,849,450,857)
te-karaka-livery-body: The Livery and Bait Stables in connection with the Hotel are of a most up-to-date character, and visitors can rely upon their horses receiving every care and attention. Single and Double Buggies, Gigs, Horses. xyxy=(997,261,1103,299)
teas-you: YOU xyxy=(378,69,440,100)
cassidy-2: ROYAL MAIL xyxy=(363,672,455,688)
ormond-sub: ORMOND. xyxy=(1035,81,1065,88)
teas-teas: TEAS xyxy=(371,189,447,220)
teas-than: Than xyxy=(375,219,443,250)
lawless-sign: T. C. LAWLESS, xyxy=(276,822,336,832)
postcards-body: Photos. of yourself, Children's Photos., etc., on Post Cards at 6s a dozen. Call on the Photographers. xyxy=(262,900,350,923)
